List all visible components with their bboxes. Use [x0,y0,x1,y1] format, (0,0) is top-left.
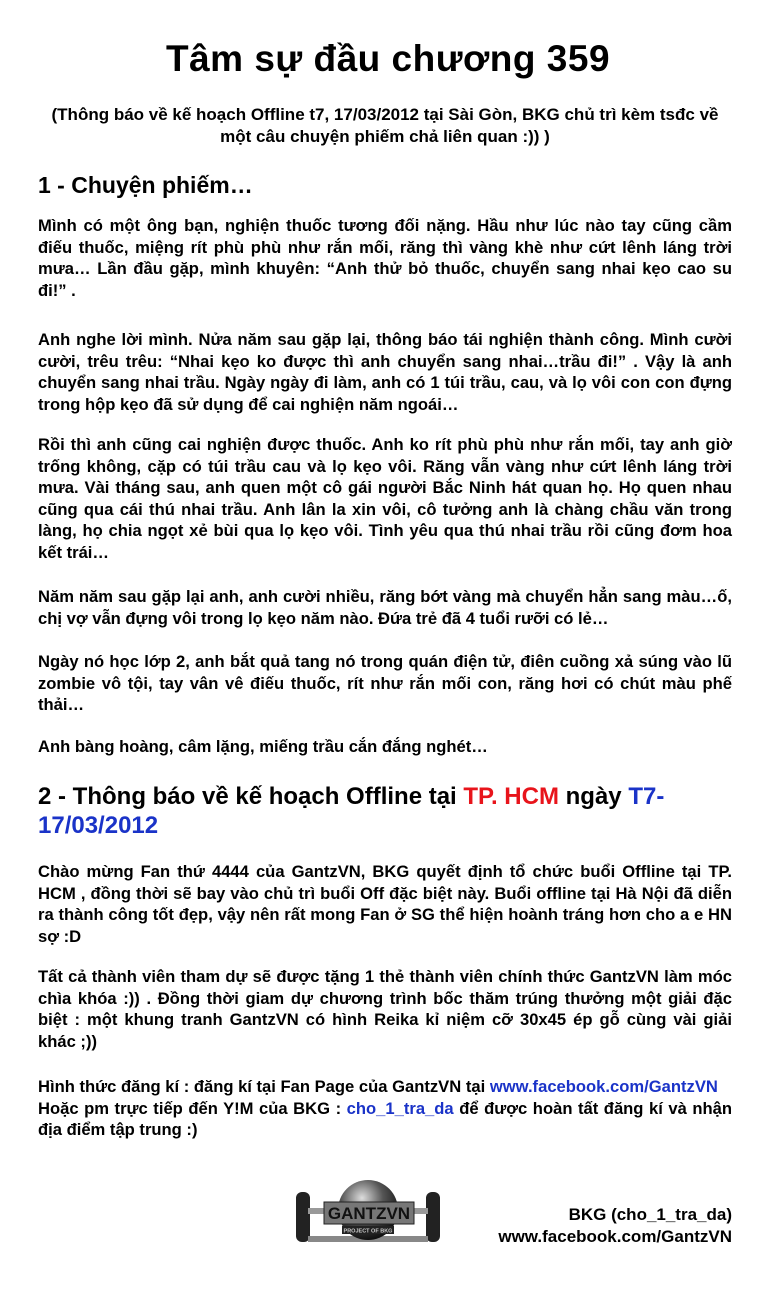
gantzvn-logo [290,1178,446,1250]
signature [498,1204,732,1248]
paragraph: Ngày nó học lớp 2, anh bắt quả tang nó trong quán điện tử, điên cuồng xả súng vào lũ zombie vô tội, tay vân vê điếu thuốc, rít như rắn mối con, răng hơi có chút màu phế thải… [38,652,732,714]
section2-heading [38,782,732,840]
paragraph: Mình có một ông bạn, nghiện thuốc tương đối nặng. Hầu như lúc nào tay cũng cầm điếu thuốc, miệng rít phù phù như rắn mối, răng thì vàng khè như cứt lênh láng trời mưa… Lần đầu gặp, mình khuyên: “Anh thử bỏ thuốc, chuyển sang nhai kẹo cao su đi!” . [38,216,732,300]
heading-text: 2 - Thông báo về kế hoạch Offline tại [38,783,464,810]
svg-text:GANTZVN: GANTZVN [327,1204,411,1223]
svg-text:PROJECT OF BKG: PROJECT OF BKG [343,1228,393,1235]
section1-heading: 1 - Chuyện phiếm… [38,172,253,198]
paragraph: Tất cả thành viên tham dự sẽ được tặng 1 thẻ thành viên chính thức GantzVN làm móc chìa khóa :)) . Đồng thời giam dự chương trình bốc thăm trúng thưởng một giải đặc biệt : một khung tranh GantzVN có hình Reika kỉ niệm cỡ 30x45 ép gỗ cùng vài giải khác ;)) [38,967,732,1051]
subtitle: (Thông báo về kế hoạch Offline t7, 17/03/2012 tại Sài Gòn, BKG chủ trì kèm tsđc về một câu chuyện phiếm chả liên quan :)) ) [51,105,719,146]
heading-date: T7-17/03/2012 [38,783,665,839]
yim-id: cho_1_tra_da [346,1098,454,1118]
facebook-link[interactable]: www.facebook.com/GantzVN [489,1077,718,1096]
paragraph: Năm năm sau gặp lại anh, anh cười nhiều, răng bớt vàng mà chuyển hẳn sang màu…ố, chị vợ vẫn đựng vôi trong lọ kẹo năm nào. Đứa trẻ đã 4 tuổi rưỡi có lẻ… [38,587,732,628]
heading-place: TP. HCM [463,783,559,810]
heading-text: ngày [558,783,629,810]
gantzvn-logo-icon [290,1178,446,1250]
page-title: Tâm sự đầu chương 359 [165,38,611,79]
paragraph: Anh nghe lời mình. Nửa năm sau gặp lại, thông báo tái nghiện thành công. Mình cười cười, trêu trêu: “Nhai kẹo ko được thì anh chuyển sang nhai…trầu đi!” . Vậy là anh chuyển sang nhai trầu. Ngày ngày đi làm, anh có 1 túi trầu, cau, và lọ vôi con con đựng trong hộp kẹo đã sử dụng để cai nghiện năm ngoái… [38,330,732,414]
paragraph: Anh bàng hoàng, câm lặng, miếng trầu cắn đắng nghét… [38,737,488,756]
signature-url: www.facebook.com/GantzVN [498,1227,732,1246]
pm-text: để được hoàn tất đăng kí và nhận địa điểm tập trung :) [38,1098,732,1139]
pm-text: Hoặc pm trực tiếp đến Y!M của BKG : [38,1098,347,1118]
register-text: Hình thức đăng kí : đăng kí tại Fan Page của GantzVN tại [38,1077,486,1096]
signature-name: BKG (cho_1_tra_da) [568,1205,732,1224]
register-paragraph [38,1076,732,1141]
paragraph: Chào mừng Fan thứ 4444 của GantzVN, BKG quyết định tổ chức buổi Offline tại TP. HCM , đồng thời sẽ bay vào chủ trì buổi Off đặc biệt này. Buổi offline tại Hà Nội đã diễn ra thành công tốt đẹp, vậy nên rất mong Fan ở SG thể hiện hoành tráng hơn cho a e HN sợ :D [38,862,732,946]
paragraph: Rồi thì anh cũng cai nghiện được thuốc. Anh ko rít phù phù như rắn mối, tay anh giờ trống không, cặp có túi trầu cau và lọ kẹo vôi. Răng vẫn vàng như cứt lênh láng trời mưa. Vài tháng sau, anh quen một cô gái người Bắc Ninh hát quan họ. Họ quen nhau cũng qua cái thú nhai trầu. Anh lân la xin vôi, cô tưởng anh là chàng chầu văn trong làng, họ chia ngọt xẻ bùi qua lọ kẹo vôi. Tình yêu qua thú nhai trầu rồi cũng đơm hoa kết trái… [38,435,732,562]
